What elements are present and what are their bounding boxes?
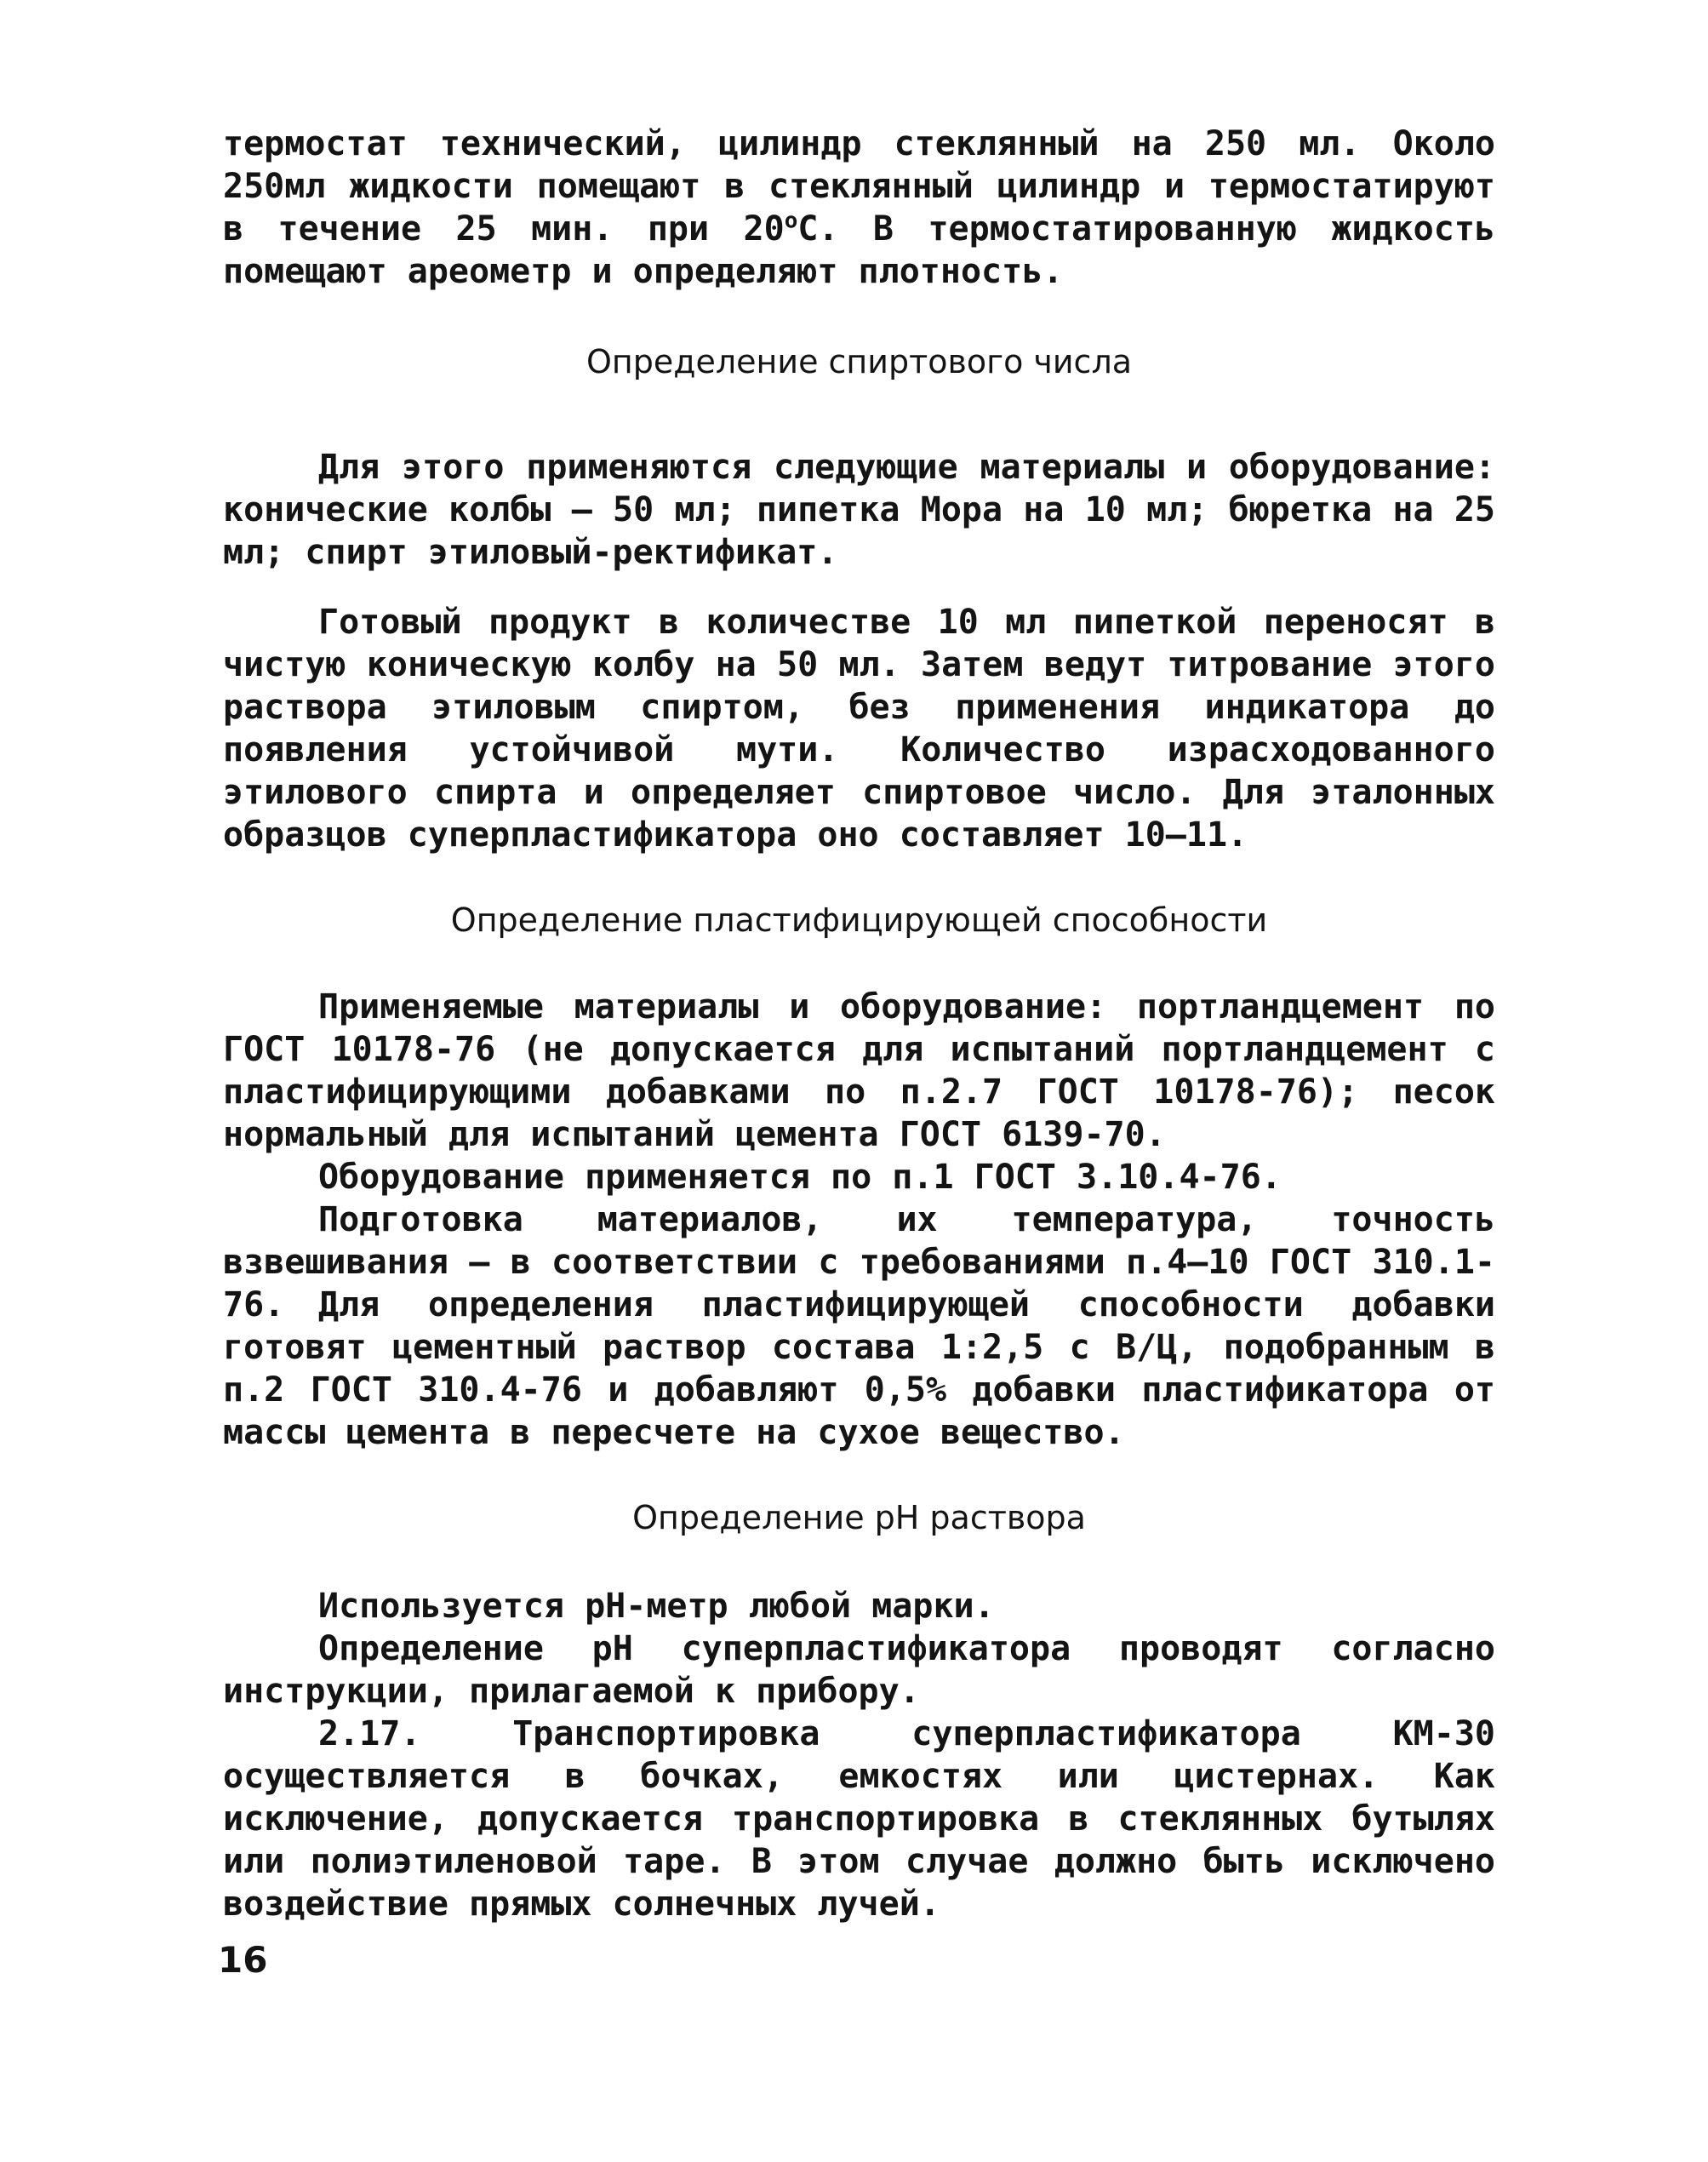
- paragraph-preparation: Подготовка материалов, их температура, точность взвешивания – в соответствии с требованиями п.4–10 ГОСТ 310.1-76.: [223, 1200, 1495, 1324]
- paragraph-thermostat-text: термостат технический, цилиндр стеклянный на 250 мл. Около 250мл жидкости помещают в стеклянный цилиндр и термостатируют в течение 25 мин. при 20: [223, 124, 1495, 249]
- paragraph-plasticizing-materials: Применяемые материалы и оборудование: портландцемент по ГОСТ 10178-76 (не допускается для испытаний портландцемент с пластифицирующими добавками по п.2.7 ГОСТ 10178-76); песок нормальный для испытаний цемента ГОСТ 6139-70.: [223, 987, 1495, 1154]
- paragraph-ph-procedure: Определение pH суперпластификатора проводят согласно инструкции, прилагаемой к прибору.: [223, 1629, 1495, 1711]
- heading-alcohol-number: Определение спиртового числа: [586, 343, 1133, 380]
- heading-ph: Определение pH раствора: [632, 1499, 1086, 1536]
- paragraph-alcohol-materials: Для этого применяются следующие материалы и оборудование: конические колбы – 50 мл; пипетка Мора на 10 мл; бюретка на 25 мл; спирт этиловый-ректификат.: [223, 448, 1495, 572]
- paragraph-thermostat-text-end: C. В термостатированную жидкость помещают ареометр и определяют плотность.: [223, 209, 1495, 291]
- paragraph-ph-meter: Используется pH-метр любой марки.: [318, 1587, 995, 1626]
- paragraph-plasticizing-procedure: Для определения пластифицирующей способности добавки готовят цементный раствор состава 1:2,5 с В/Ц, подобранным в п.2 ГОСТ 310.4-76 и добавляют 0,5% добавки пластификатора от массы цемента в пересчете на сухое вещество.: [223, 1285, 1495, 1452]
- paragraph-thermostat: [223, 123, 1495, 293]
- heading-plasticizing: Определение пластифицирующей способности: [450, 901, 1268, 939]
- degree-superscript: o: [784, 208, 798, 234]
- paragraph-transportation: 2.17. Транспортировка суперпластификатора КМ-30 осуществляется в бочках, емкостях или цистернах. Как исключение, допускается транспортировка в стеклянных бутылях или полиэтиленовой таре. В этом случае должно быть исключено воздействие прямых солнечных лучей.: [223, 1714, 1495, 1924]
- page-number: 16: [218, 1939, 268, 1981]
- paragraph-equipment: Оборудование применяется по п.1 ГОСТ 3.10.4-76.: [318, 1158, 1282, 1197]
- paragraph-alcohol-procedure: Готовый продукт в количестве 10 мл пипеткой переносят в чистую коническую колбу на 50 мл. Затем ведут титрование этого раствора этиловым спиртом, без применения индикатора до появления устойчивой мути. Количество израсходованного этилового спирта и определяет спиртовое число. Для эталонных образцов суперпластификатора оно составляет 10–11.: [223, 603, 1495, 855]
